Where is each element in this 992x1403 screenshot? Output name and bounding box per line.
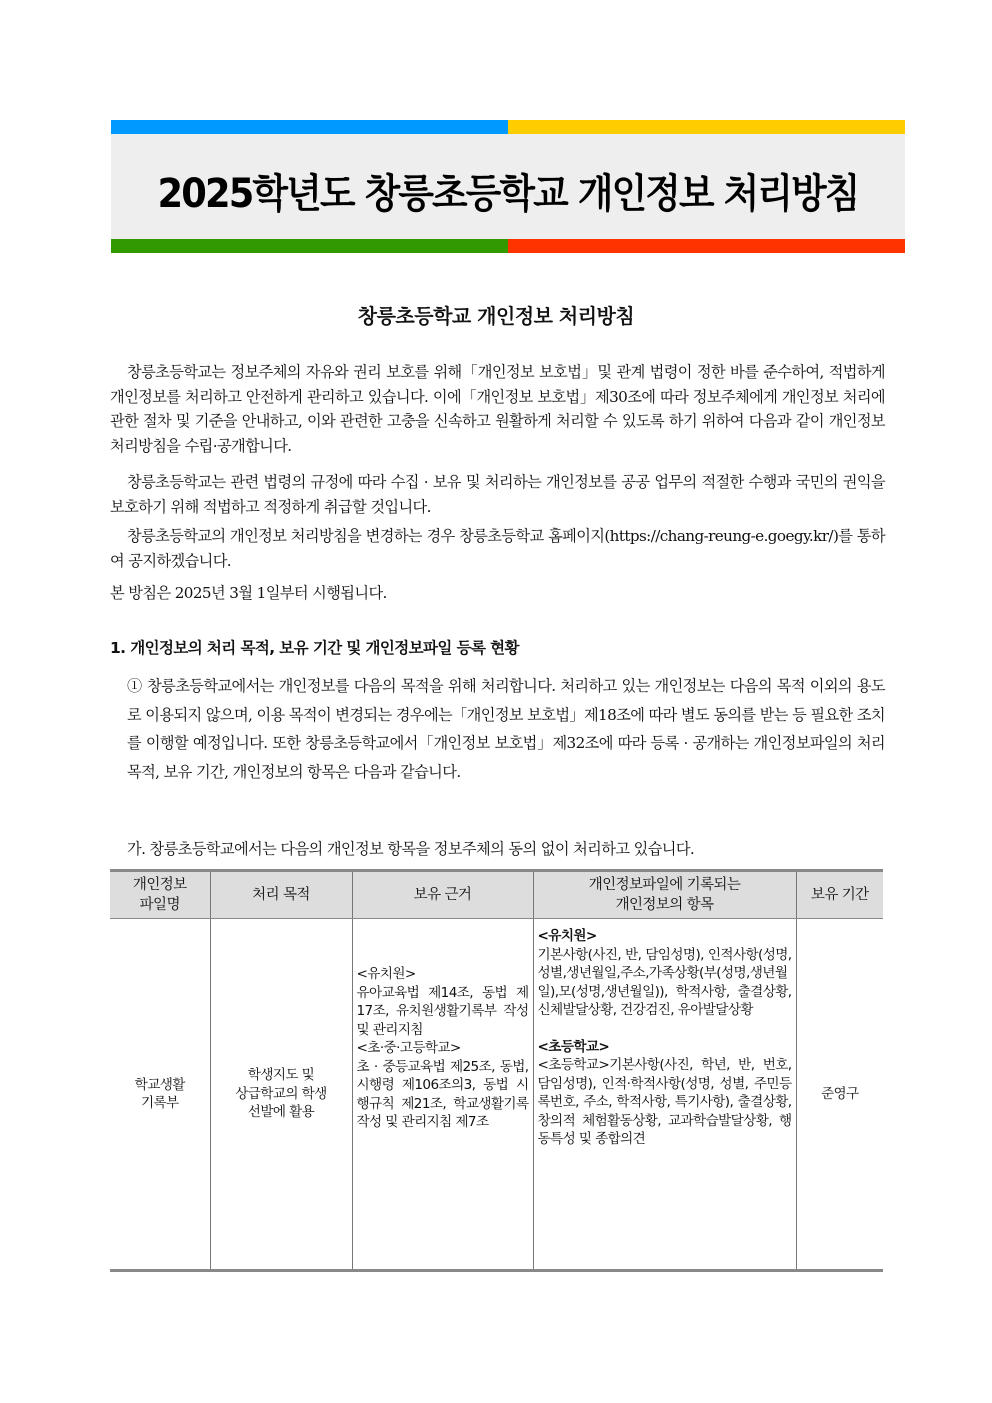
- cell-file-name: 학교생활 기록부: [110, 919, 210, 1271]
- banner-stripe-green: [111, 239, 508, 253]
- intro-paragraph-3: 창릉초등학교의 개인정보 처리방침을 변경하는 경우 창릉초등학교 홈페이지(https://chang-reung-e.goegy.kr/)를 통하여 공지하겠습니다.: [110, 527, 885, 570]
- items-elem-label: <초등학교>: [537, 1038, 610, 1055]
- banner-stripe-blue: [111, 120, 508, 134]
- effective-date-note: 본 방침은 2025년 3월 1일부터 시행됩니다.: [110, 584, 387, 602]
- intro-paragraph-1: 창릉초등학교는 정보주체의 자유와 권리 보호를 위해「개인정보 보호법」및 관계 법령이 정한 바를 준수하여, 적법하게 개인정보를 처리하고 안전하게 관리하고 있습니다. 이에「개인정보 보호법」제30조에 따라 정보주체에게 개인정보 처리에 관한 절차 및 기준을 안내하고, 이와 관련한 고충을 신속하고 원활하게 처리할 수 있도록 하기 위하여 다음과 같이 개인정보 처리방침을 수립·공개합니다.: [110, 363, 885, 455]
- header-file-name: 개인정보 파일명: [110, 871, 210, 919]
- items-kinder-label: <유치원>: [537, 928, 597, 944]
- table-header-row: [110, 871, 883, 919]
- cell-basis: [352, 919, 533, 1271]
- section-1-sub-ga: 가. 창릉초등학교에서는 다음의 개인정보 항목을 정보주체의 동의 없이 처리하고 있습니다.: [127, 840, 695, 858]
- basis-kinder-text: 유아교육법 제14조, 동법 제17조, 유치원생활기록부 작성 및 관리지침: [356, 984, 529, 1038]
- header-items: 개인정보파일에 기록되는 개인정보의 항목: [533, 871, 796, 919]
- items-kinder-text: 기본사항(사진, 반, 담임성명), 인적사항(성명,성별,생년월일,주소,가족상황(부(성명,생년월일),모(성명,생년월일)), 학적사항, 출결상황, 신체발달상황, 건강검진, 유아발달상황: [537, 946, 792, 1018]
- cell-purpose: 학생지도 및 상급학교의 학생 선발에 활용: [210, 919, 352, 1271]
- basis-school-text: 초 · 중등교육법 제25조, 동법, 시행령 제106조의3, 동법 시행규칙 제21조, 학교생활기록 작성 및 관리지침 제7조: [356, 1058, 529, 1130]
- title-banner: [111, 120, 905, 253]
- header-basis: 보유 근거: [352, 871, 533, 919]
- header-period: 보유 기간: [796, 871, 883, 919]
- banner-title: 2025학년도 창릉초등학교 개인정보 처리방침: [157, 171, 859, 217]
- section-1-heading: 1. 개인정보의 처리 목적, 보유 기간 및 개인정보파일 등록 현황: [110, 639, 519, 657]
- basis-kinder-label: <유치원>: [356, 966, 416, 982]
- cell-items: [533, 919, 796, 1271]
- cell-period: 준영구: [796, 919, 883, 1271]
- table-row: [110, 919, 883, 1271]
- items-elem-text: <초등학교>기본사항(사진, 학년, 반, 번호, 담임성명), 인적·학적사항(성명, 성별, 주민등록번호, 주소, 학적사항, 특기사항), 출결상황, 창의적 체험활동상황, 교과학습발달상황, 행동특성 및 종합의견: [537, 1057, 792, 1147]
- intro-paragraph-2: 창릉초등학교는 관련 법령의 규정에 따라 수집 · 보유 및 처리하는 개인정보를 공공 업무의 적절한 수행과 국민의 권익을 보호하기 위해 적법하고 적정하게 취급할 것입니다.: [110, 473, 885, 516]
- document-title: 창릉초등학교 개인정보 처리방침: [357, 304, 635, 328]
- section-1-item-1: ① 창릉초등학교에서는 개인정보를 다음의 목적을 위해 처리합니다. 처리하고 있는 개인정보는 다음의 목적 이외의 용도로 이용되지 않으며, 이용 목적이 변경되는 경우에는「개인정보 보호법」제18조에 따라 별도 동의를 받는 등 필요한 조치를 이행할 예정입니다. 또한 창릉초등학교에서「개인정보 보호법」제32조에 따라 등록 · 공개하는 개인정보파일의 처리 목적, 보유 기간, 개인정보의 항목은 다음과 같습니다.: [127, 677, 885, 781]
- personal-info-file-table: [110, 869, 883, 1272]
- banner-stripe-yellow: [508, 120, 905, 134]
- basis-school-label: <초·중·고등학교>: [356, 1040, 461, 1056]
- banner-stripe-red: [508, 239, 905, 253]
- header-purpose: 처리 목적: [210, 871, 352, 919]
